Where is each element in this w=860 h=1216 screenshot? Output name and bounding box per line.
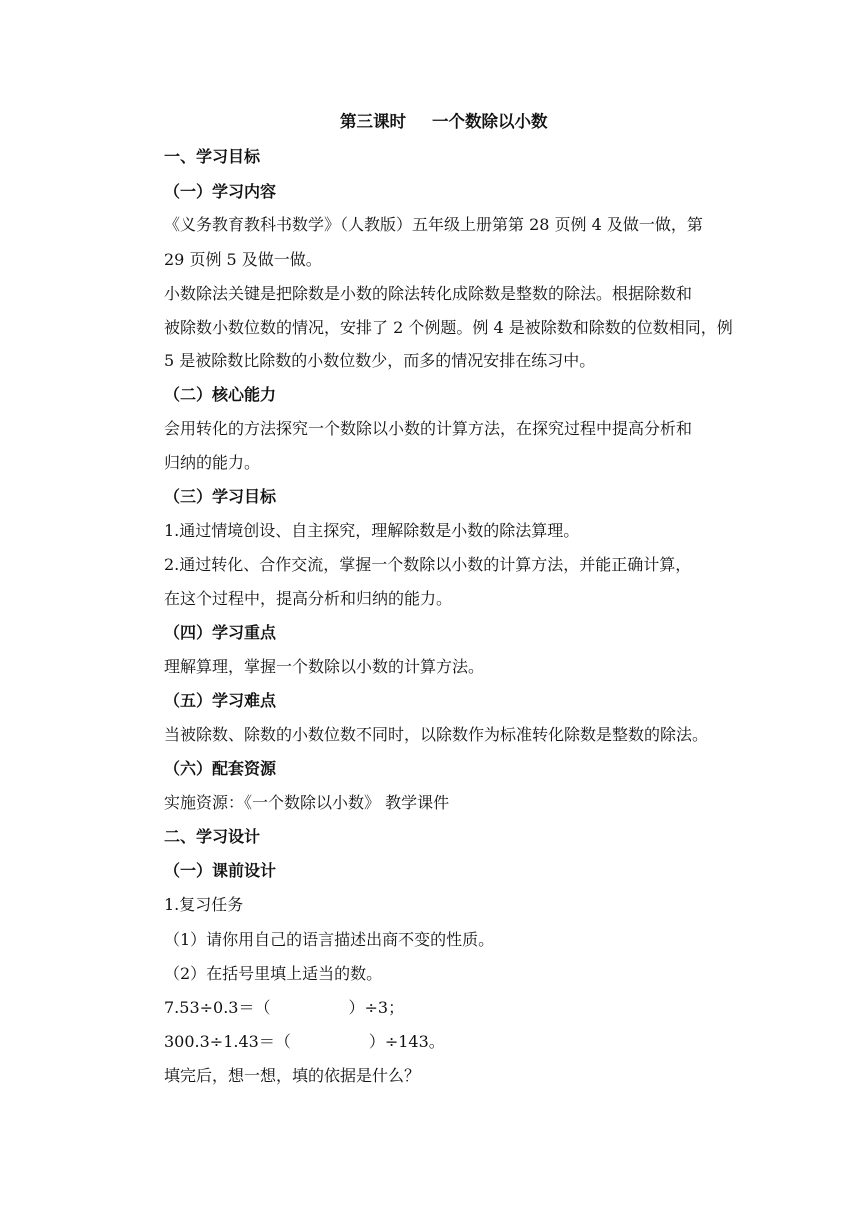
question-1: （1）请你用自己的语言描述出商不变的性质。: [164, 930, 495, 949]
equation-1: [164, 998, 404, 1018]
goal-2-line-2: 在这个过程中，提高分析和归纳的能力。: [164, 589, 453, 608]
resources-heading: （六）配套资源: [164, 759, 277, 778]
difficulty-heading: （五）学习难点: [164, 691, 277, 710]
focus-text: 理解算理，掌握一个数除以小数的计算方法。: [164, 657, 485, 676]
page-title: [340, 112, 548, 132]
pre-class-heading: （一）课前设计: [164, 861, 277, 880]
content-paragraph-2-line-3: 5 是被除数比除数的小数位数少，而多的情况安排在练习中。: [164, 351, 596, 370]
lesson-label: 第三课时: [340, 112, 406, 131]
equation-1-right: ）÷3；: [348, 998, 405, 1017]
question-2: （2）在括号里填上适当的数。: [164, 964, 383, 983]
focus-heading: （四）学习重点: [164, 623, 277, 642]
design-heading: 二、学习设计: [164, 827, 261, 846]
ability-line-2: 归纳的能力。: [164, 453, 261, 472]
ability-line-1: 会用转化的方法探究一个数除以小数的计算方法，在探究过程中提高分析和: [164, 419, 693, 438]
content-paragraph-1-line-1: 《义务教育教科书数学》（人教版）五年级上册第第 28 页例 4 及做一做，第: [164, 215, 703, 234]
resources-text: 实施资源：《一个数除以小数》 教学课件: [164, 793, 450, 812]
equation-1-left: 7.53÷0.3＝（: [164, 998, 271, 1017]
equation-2: [164, 1032, 445, 1052]
equation-2-right: ）÷143。: [368, 1032, 445, 1051]
lesson-topic: 一个数除以小数: [432, 112, 548, 131]
content-paragraph-2-line-2: 被除数小数位数的情况，安排了 2 个例题。例 4 是被除数和除数的位数相同，例: [164, 318, 733, 337]
equation-2-left: 300.3÷1.43＝（: [164, 1032, 291, 1051]
content-paragraph-1-line-2: 29 页例 5 及做一做。: [164, 250, 322, 269]
goal-2-line-1: 2.通过转化、合作交流，掌握一个数除以小数的计算方法，并能正确计算，: [164, 555, 692, 574]
goals-heading: （三）学习目标: [164, 487, 277, 506]
review-task: 1.复习任务: [164, 895, 244, 914]
difficulty-text: 当被除数、除数的小数位数不同时，以除数作为标准转化除数是整数的除法。: [164, 725, 709, 744]
objectives-heading: 一、学习目标: [164, 147, 261, 166]
reflection-prompt: 填完后，想一想，填的依据是什么？: [164, 1066, 421, 1085]
ability-heading: （二）核心能力: [164, 385, 277, 404]
content-paragraph-2-line-1: 小数除法关键是把除数是小数的除法转化成除数是整数的除法。根据除数和: [164, 284, 693, 303]
content-heading: （一）学习内容: [164, 182, 277, 201]
goal-1: 1.通过情境创设、自主探究，理解除数是小数的除法算理。: [164, 521, 580, 540]
